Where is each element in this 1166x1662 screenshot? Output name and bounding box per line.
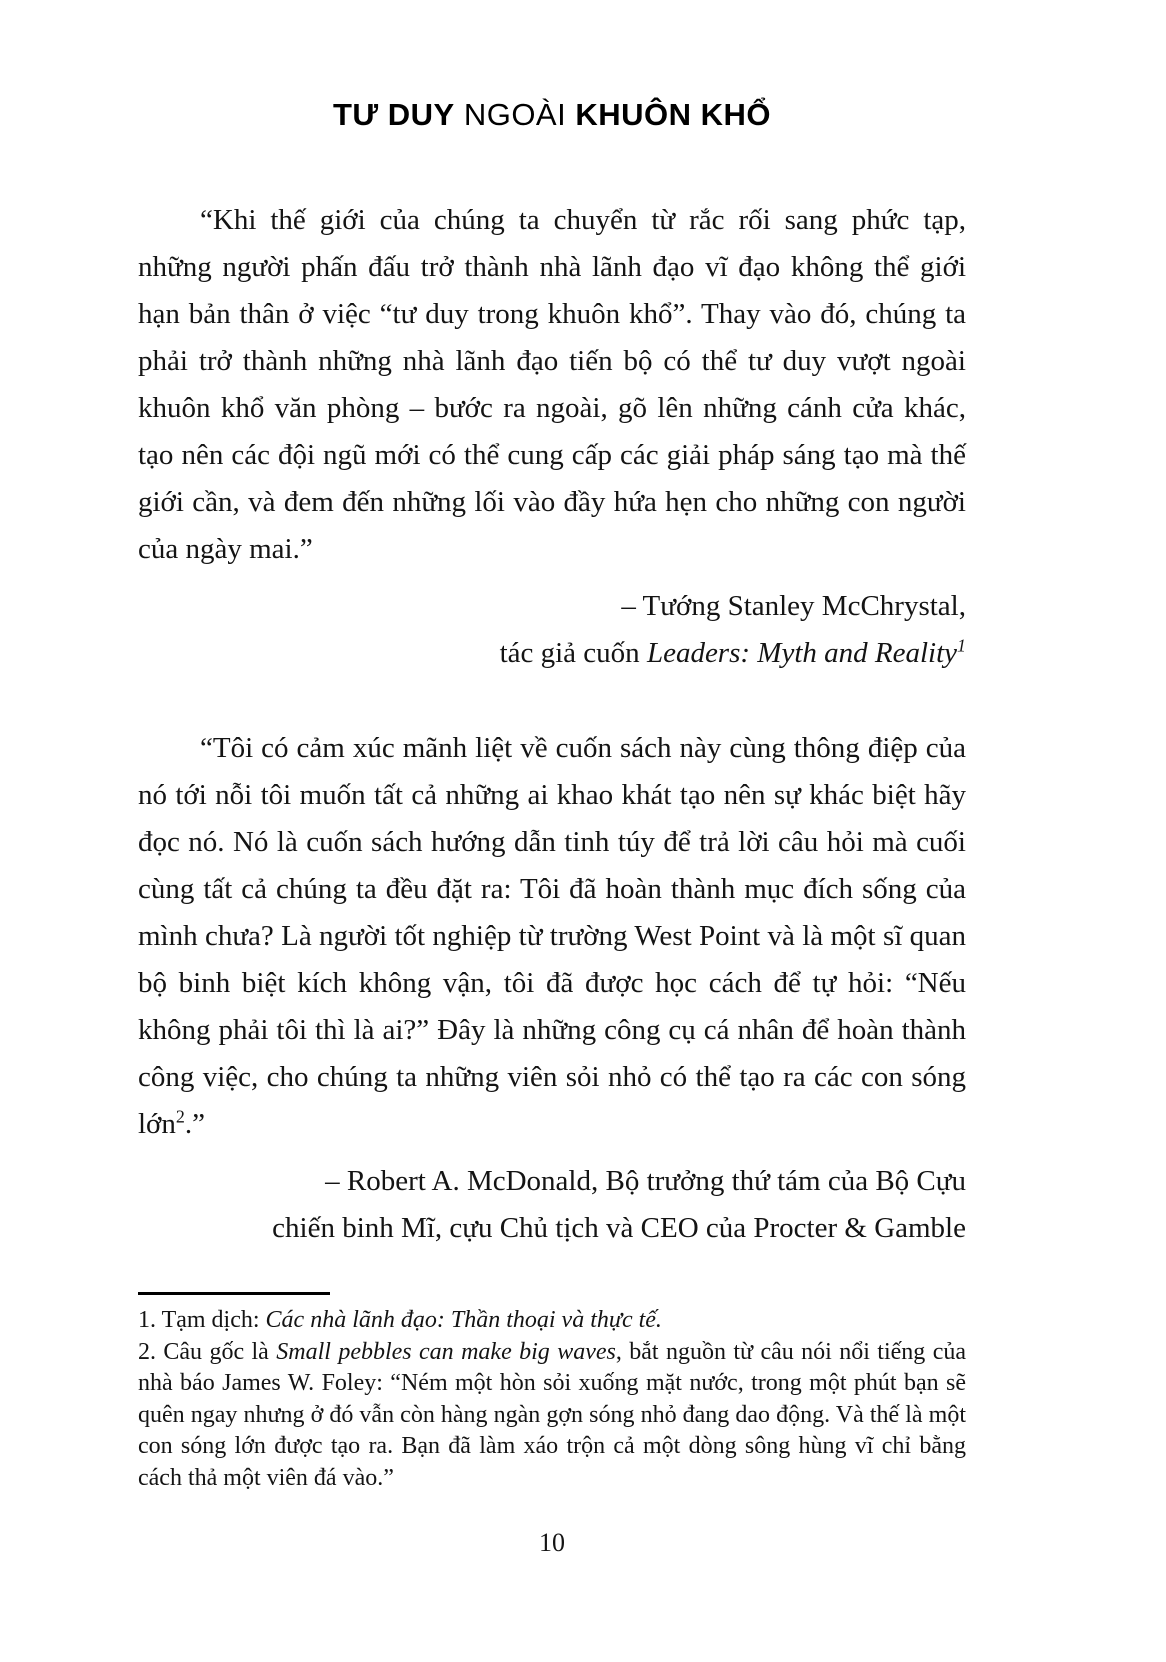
- quote-2-suffix: .”: [184, 1108, 206, 1141]
- chapter-title: [138, 96, 966, 133]
- footnote-2-rest: , bắt nguồn từ câu nói nổi tiếng của nhà báo James W. Foley: “Ném một hòn sỏi xuống mặt nước, trong một phút bạn sẽ quên ngay nhưng ở đó vẫn còn hàng ngàn gợn sóng nhỏ đang dao động. Và thế là một con sóng lớn được tạo ra. Bạn đã làm xáo trộn cả một dòng sông hùng vĩ chỉ bằng cách thả một viên đá vào.”: [138, 1338, 967, 1491]
- title-part-bold-1: TƯ DUY: [332, 97, 455, 132]
- attribution-1-line-1: – Tướng Stanley McChrystal,: [621, 590, 966, 623]
- footnote-2: [138, 1337, 966, 1495]
- footnote-1: [138, 1305, 966, 1337]
- footnote-ref-2: 2: [175, 1106, 185, 1127]
- footnote-1-prefix: 1. Tạm dịch:: [138, 1307, 266, 1334]
- title-part-bold-2: KHUÔN KHỔ: [575, 97, 772, 132]
- footnote-2-original-phrase: Small pebbles can make big waves: [276, 1338, 616, 1365]
- attribution-1-line-2: [138, 630, 966, 677]
- footnote-1-translated-title: Các nhà lãnh đạo: Thần thoại và thực tế.: [265, 1307, 662, 1334]
- footnote-2-prefix: 2. Câu gốc là: [138, 1338, 277, 1365]
- attribution-2-line-2: chiến binh Mĩ, cựu Chủ tịch và CEO của Procter & Gamble: [272, 1212, 966, 1245]
- footnote-divider: [138, 1292, 330, 1295]
- book-title-italic: Leaders: Myth and Reality: [646, 637, 958, 670]
- title-part-regular: NGOÀI: [454, 97, 576, 132]
- footnote-ref-1: 1: [957, 635, 966, 656]
- quote-2-attribution: [138, 1158, 966, 1252]
- attribution-2-line-1: – Robert A. McDonald, Bộ trưởng thứ tám của Bộ Cựu: [325, 1165, 966, 1198]
- epigraph-quote-1: “Khi thế giới của chúng ta chuyển từ rắc rối sang phức tạp, những người phấn đấu trở thành nhà lãnh đạo vĩ đạo không thể giới hạn bản thân ở việc “tư duy trong khuôn khổ”. Thay vào đó, chúng ta phải trở thành những nhà lãnh đạo tiến bộ có thể tư duy vượt ngoài khuôn khổ văn phòng – bước ra ngoài, gõ lên những cánh cửa khác, tạo nên các đội ngũ mới có thể cung cấp các giải pháp sáng tạo mà thế giới cần, và đem đến những lối vào đầy hứa hẹn cho những con người của ngày mai.”: [138, 204, 966, 566]
- quote-2-text: “Tôi có cảm xúc mãnh liệt về cuốn sách này cùng thông điệp của nó tới nỗi tôi muốn tất cả những ai khao khát tạo nên sự khác biệt hãy đọc nó. Nó là cuốn sách hướng dẫn tinh túy để trả lời câu hỏi mà cuối cùng tất cả chúng ta đều đặt ra: Tôi đã hoàn thành mục đích sống của mình chưa? Là người tốt nghiệp từ trường West Point và là một sĩ quan bộ binh biệt kích không vận, tôi đã được học cách để tự hỏi: “Nếu không phải tôi thì là ai?” Đây là những công cụ cá nhân để hoàn thành công việc, cho chúng ta những viên sỏi nhỏ có thể tạo ra các con sóng lớn: [138, 732, 966, 1141]
- page-number: 10: [539, 1528, 565, 1558]
- footnotes-section: [138, 1305, 966, 1494]
- epigraph-quote-2: [138, 725, 966, 1148]
- attribution-1-line-2-prefix: tác giả cuốn: [499, 637, 647, 670]
- quote-1-attribution: [138, 583, 966, 677]
